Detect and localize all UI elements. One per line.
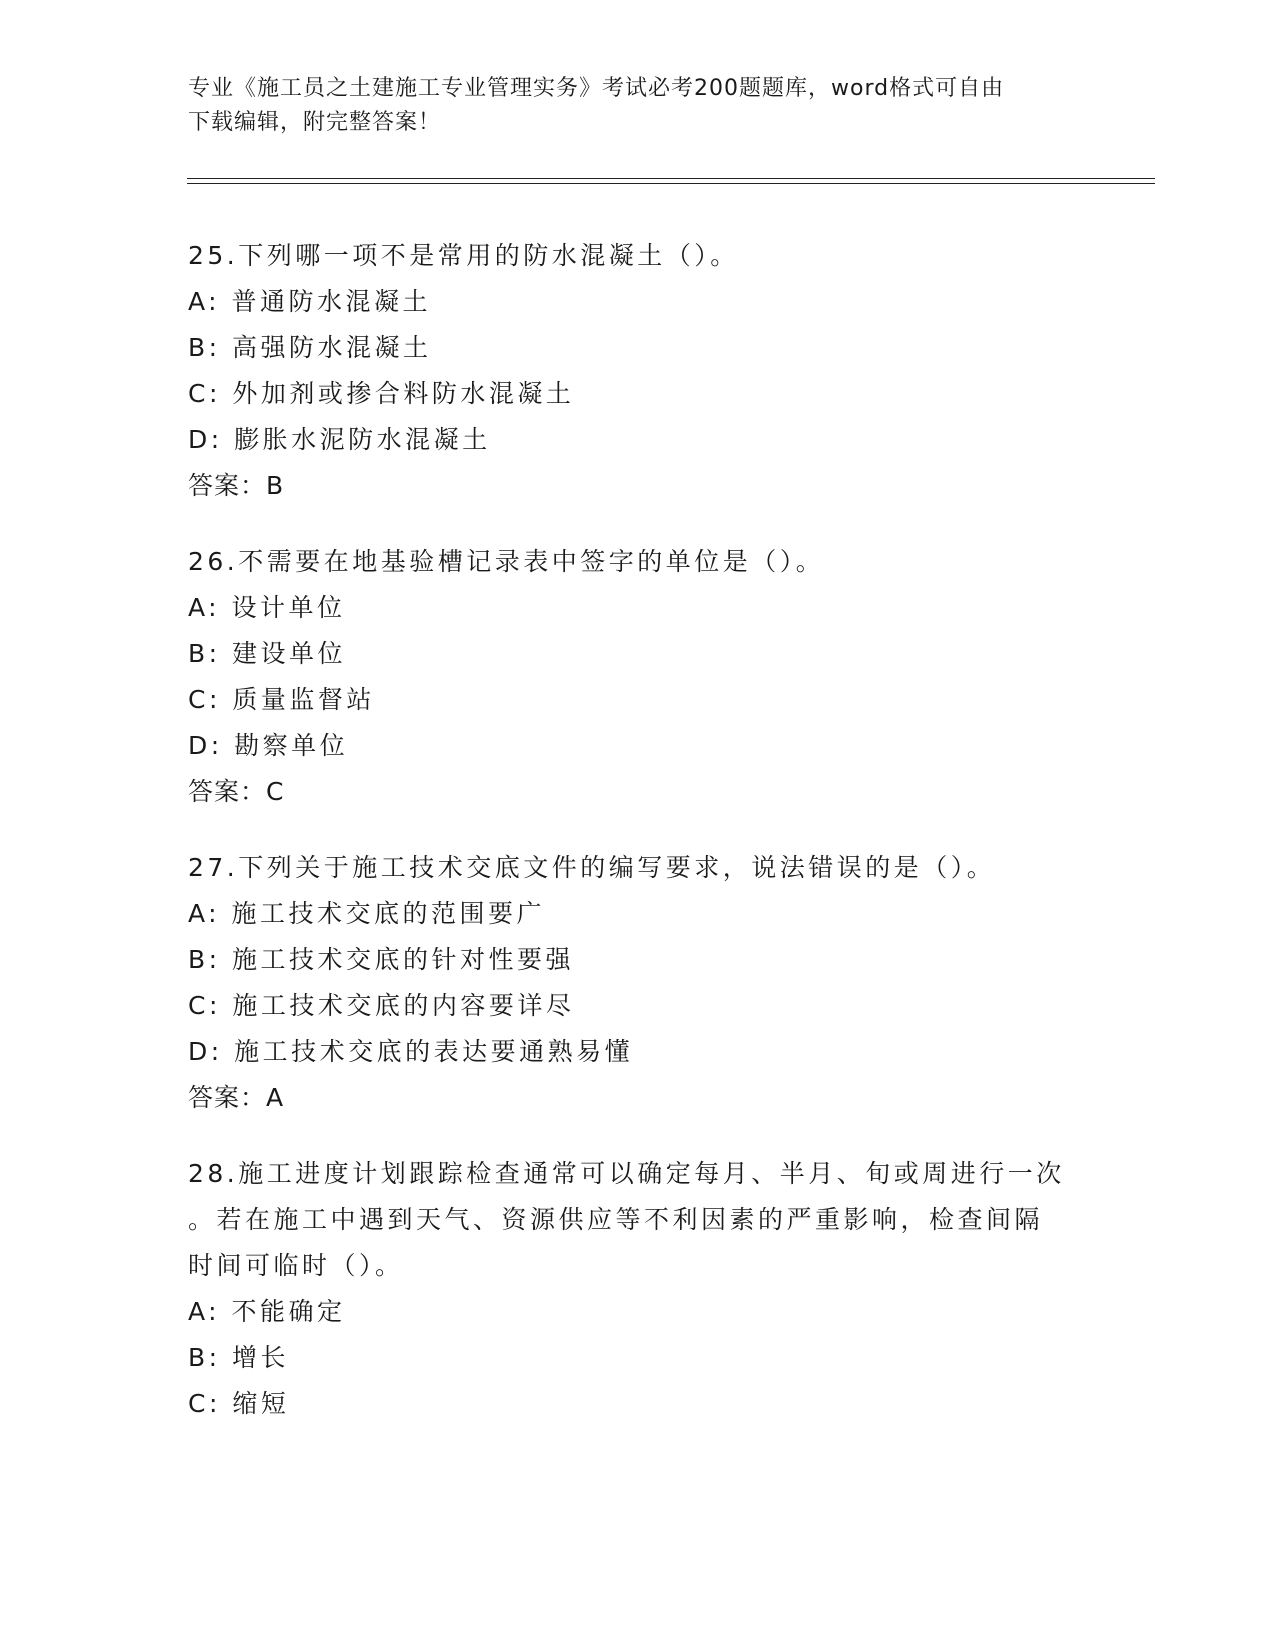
option-b: B: 高强防水混凝土 — [188, 333, 432, 362]
question-stem-line: 28.施工进度计划跟踪检查通常可以确定每月、半月、旬或周进行一次 — [188, 1159, 1065, 1188]
question-27 — [188, 845, 1088, 1121]
option-c: C: 外加剂或掺合料防水混凝土 — [188, 379, 575, 408]
option-c: C: 质量监督站 — [188, 685, 375, 714]
option-b: B: 施工技术交底的针对性要强 — [188, 945, 575, 974]
document-header — [188, 72, 1088, 140]
option-d: D: 施工技术交底的表达要通熟易懂 — [188, 1037, 634, 1066]
question-stem — [188, 845, 1088, 891]
question-28 — [188, 1151, 1088, 1427]
question-25 — [188, 233, 1088, 509]
option-d: D: 勘察单位 — [188, 731, 349, 760]
header-line-2: 下载编辑，附完整答案！ — [188, 110, 442, 135]
answer-line: 答案：C — [188, 777, 285, 806]
header-divider-top — [187, 178, 1155, 179]
answer-line: 答案：B — [188, 471, 285, 500]
option-a: A: 不能确定 — [188, 1297, 346, 1326]
question-stem — [188, 233, 1088, 279]
option-a: A: 普通防水混凝土 — [188, 287, 432, 316]
header-divider-bottom — [187, 183, 1155, 184]
question-stem — [188, 539, 1088, 585]
option-a: A: 施工技术交底的范围要广 — [188, 899, 546, 928]
option-c: C: 缩短 — [188, 1389, 290, 1418]
question-stem — [188, 1151, 1088, 1289]
question-26 — [188, 539, 1088, 815]
question-stem-line: 27.下列关于施工技术交底文件的编写要求，说法错误的是（）。 — [188, 853, 996, 882]
question-stem-line: 25.下列哪一项不是常用的防水混凝土（）。 — [188, 241, 739, 270]
header-line-1: 专业《施工员之土建施工专业管理实务》考试必考200题题库，word格式可自由 — [188, 76, 1005, 101]
question-stem-line: 。若在施工中遇到天气、资源供应等不利因素的严重影响，检查间隔 — [188, 1205, 1044, 1234]
option-d: D: 膨胀水泥防水混凝土 — [188, 425, 491, 454]
option-b: B: 建设单位 — [188, 639, 347, 668]
question-list — [188, 233, 1088, 1457]
option-b: B: 增长 — [188, 1343, 290, 1372]
option-a: A: 设计单位 — [188, 593, 346, 622]
question-stem-line: 26.不需要在地基验槽记录表中签字的单位是（）。 — [188, 547, 825, 576]
question-stem-line: 时间可临时（）。 — [188, 1251, 404, 1280]
option-c: C: 施工技术交底的内容要详尽 — [188, 991, 575, 1020]
answer-line: 答案：A — [188, 1083, 285, 1112]
